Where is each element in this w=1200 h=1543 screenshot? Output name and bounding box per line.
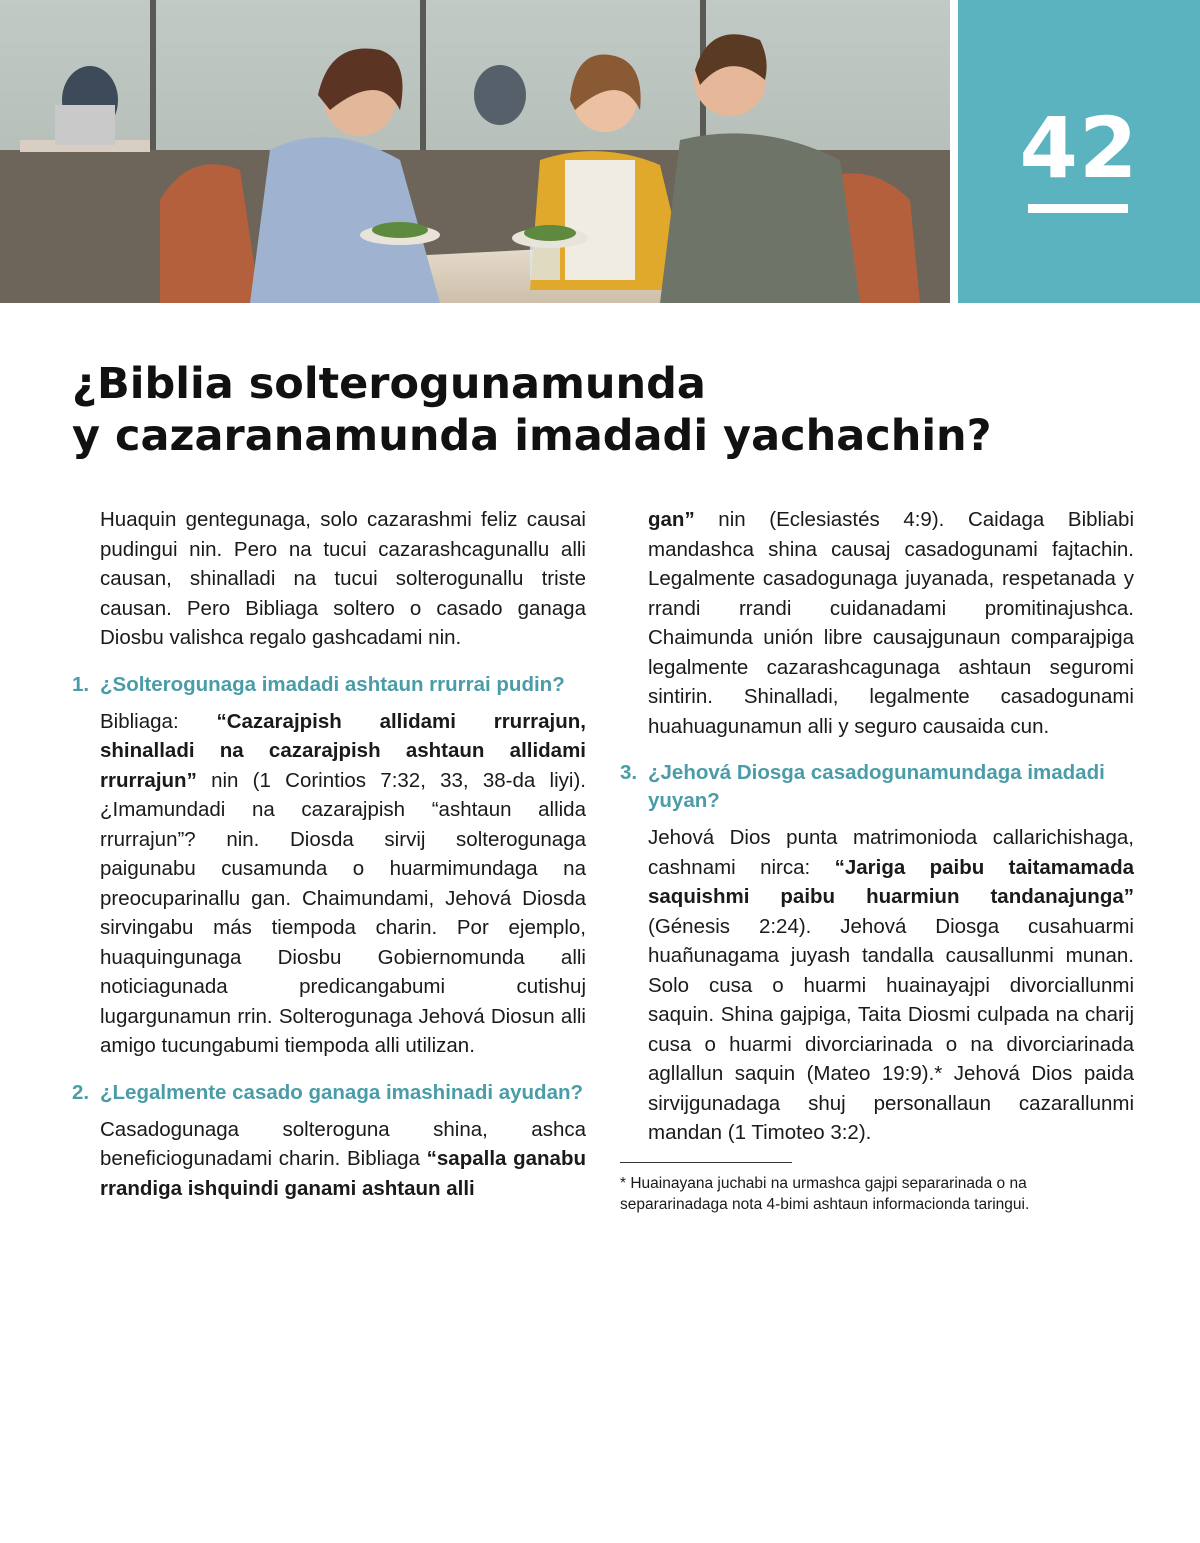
lesson-badge — [958, 0, 1200, 303]
answer-1-paragraph — [72, 707, 586, 1061]
lesson-number: 42 — [1019, 99, 1139, 197]
answer-2-paragraph-part2 — [620, 505, 1134, 741]
right-column — [620, 505, 1134, 1215]
title-line-1: ¿Biblia solterogunamunda — [72, 359, 706, 409]
question-2-number: 2. — [72, 1080, 90, 1104]
question-1-number: 1. — [72, 672, 90, 696]
answer-1-text: nin (1 Corintios 7:32, 33, 38-da liyi). ¿Imamundadi na cazarajpish “ashtaun allida rrurrajun”? nin. Diosda sirvij solterogunaga paigunabu cusamunda o huarmimundaga na preocuparinallu gan. Chaimundami, Jehová Diosda sirvingabu más tiempoda charin. Por ejemplo, huaquingunaga Diosbu Gobiernomunda alli noticiagunada predicangabumi cutishuj lugargunamun rrin. Solterogunaga Jehová Diosun alli amigo tucungabumi tiempoda alli utilizan. — [100, 768, 586, 1057]
answer-2-quote-part2: gan” — [648, 508, 695, 531]
cafe-scene-illustration — [0, 0, 950, 303]
footnote-divider — [620, 1162, 792, 1163]
intro-paragraph: Huaquin gentegunaga, solo cazarashmi feliz causai pudingui nin. Pero na tucui cazarashcagunallu alli causan, shinalladi na tucui solterogunallu triste causan. Pero Bibliaga soltero o casado ganaga Diosbu valishca regalo gashcadami nin. — [100, 508, 586, 649]
question-2-text: ¿Legalmente casado ganaga imashinadi ayudan? — [100, 1080, 584, 1104]
answer-3-paragraph — [620, 823, 1134, 1148]
question-3 — [620, 759, 1134, 815]
answer-3-text: (Génesis 2:24). Jehová Diosga cusahuarmi huañunagama juyash tandalla causallunmi munan. Solo cusa o huarmi huainayajpi divorciallunmi saquin. Shina gajpiga, Taita Diosmi culpada na charij cusa o huarmi divorciarinada o na divorciarinada agllallun saquin (Mateo 19:9).* Jehová Dios paida sirvijgunadaga shuj personallaun cazarallunmi mandan (1 Timoteo 3:2). — [648, 914, 1134, 1144]
footnote: * Huainayana juchabi na urmashca gajpi separarinada o na separarinadaga nota 4-bimi ashtaun informacionda taringui. — [620, 1174, 1030, 1213]
answer-1-quote: “Cazarajpish allidami rrurrajun, shinalladi na cazarajpish ashtaun allidami rrurrajun” — [100, 709, 586, 792]
answer-2-lead: Casadogunaga solteroguna shina, ashca beneficiogunadami charin. Bibliaga — [100, 1117, 586, 1170]
title-line-2: y cazaranamunda imadadi yachachin? — [72, 411, 992, 461]
question-1 — [72, 671, 586, 699]
answer-3-lead: Jehová Dios punta matrimonioda callarichishaga, cashnami nirca: — [648, 826, 1134, 879]
question-3-number: 3. — [620, 761, 638, 784]
answer-3-quote: “Jariga paibu taitamamada saquishmi paibu huarmiun tandanajunga” — [648, 855, 1134, 908]
header-photo — [0, 0, 950, 303]
page-title — [72, 358, 1132, 462]
answer-2-text: nin (Eclesiastés 4:9). Caidaga Bibliabi mandashca shina causaj casadogunami fajtachin. Legalmente casadogunaga juyanada, respetanada y rrandi rrandi cuidanadami promitinajushca. Chaimunda unión libre causajgunaun comparajpiga legalmente cazarashcagunaga ashtaun seguromi sintirin. Shinalladi, legalmente casadogunami huahuagunamun alli y seguro causaida cun. — [648, 508, 1134, 738]
question-2 — [72, 1079, 586, 1107]
answer-2-paragraph-part1 — [72, 1115, 586, 1204]
answer-2-quote-part1: “sapalla ganabu rrandiga ishquindi ganami ashtaun alli — [100, 1147, 587, 1200]
question-3-text: ¿Jehová Diosga casadogunamundaga imadadi yuyan? — [648, 761, 1105, 812]
question-1-text: ¿Solterogunaga imadadi ashtaun rrurrai pudin? — [100, 672, 565, 696]
left-column — [72, 505, 586, 1203]
answer-1-lead: Bibliaga: — [100, 709, 217, 733]
badge-underline — [1028, 204, 1128, 213]
